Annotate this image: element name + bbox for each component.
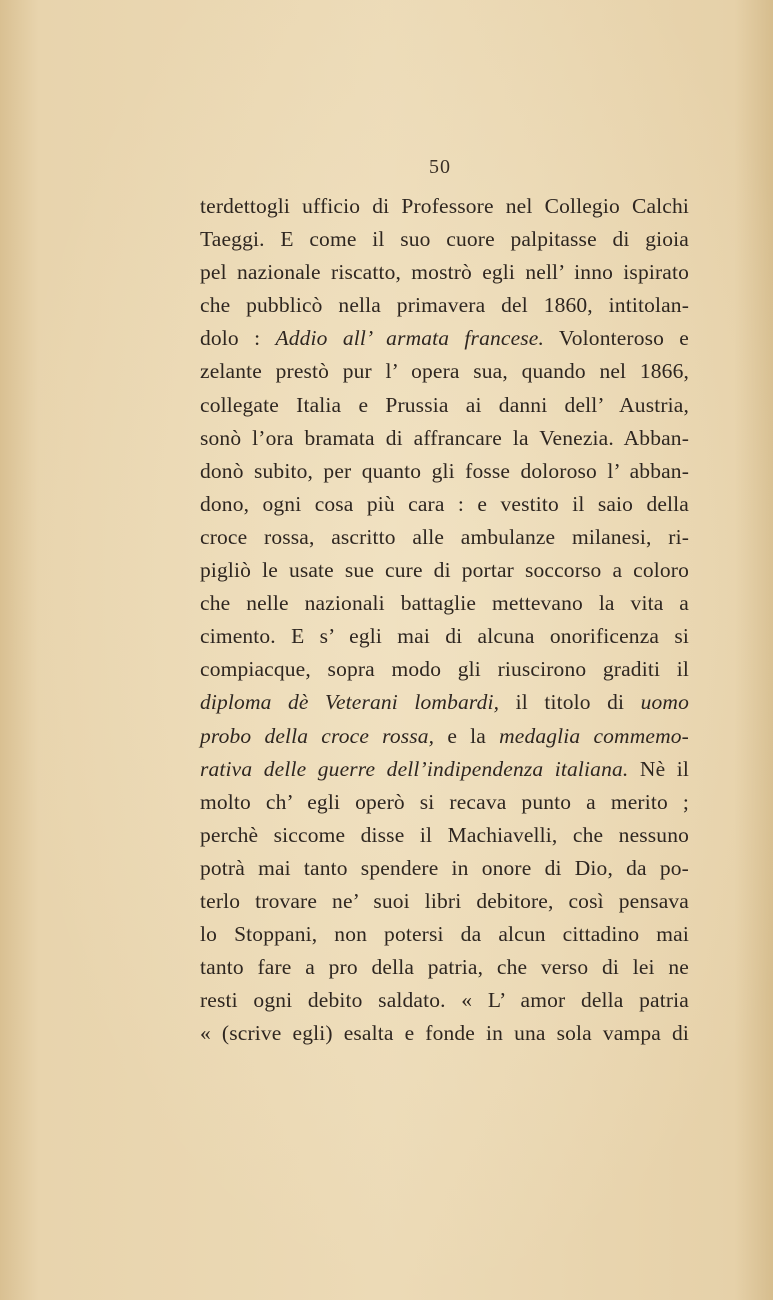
- text-line: [200, 587, 689, 620]
- text-line: [200, 422, 689, 455]
- text-segment: terlo trovare ne’ suoi libri debitore, così pensava: [200, 888, 689, 913]
- text-line: [200, 289, 689, 322]
- text-line: [200, 786, 689, 819]
- text-segment: croce rossa, ascritto alle ambulanze milanesi, ri-: [200, 524, 689, 549]
- italic-text: probo della croce rossa,: [200, 723, 435, 748]
- text-line: [200, 488, 689, 521]
- text-line: [200, 984, 689, 1017]
- text-segment: Nè il: [628, 756, 690, 781]
- text-segment: lo Stoppani, non potersi da alcun cittadino mai: [200, 922, 689, 947]
- text-line: [200, 223, 689, 256]
- text-line: [200, 455, 689, 488]
- text-segment: che pubblicò nella primavera del 1860, intitolan-: [200, 293, 689, 318]
- text-segment: perchè siccome disse il Machiavelli, che nessuno: [200, 822, 689, 847]
- text-line: [200, 322, 689, 355]
- text-segment: « (scrive egli) esalta e fonde in una sola vampa di: [200, 1021, 689, 1046]
- text-segment: il titolo di: [499, 690, 641, 715]
- text-segment: sonò l’ora bramata di affrancare la Venezia. Abban-: [200, 425, 689, 450]
- text-line: [200, 951, 689, 984]
- text-segment: Taeggi. E come il suo cuore palpitasse di gioia: [200, 227, 689, 252]
- text-line: [200, 190, 689, 223]
- text-segment: pigliò le usate sue cure di portar soccorso a coloro: [200, 558, 689, 583]
- text-segment: cimento. E s’ egli mai di alcuna onorificenza si: [200, 624, 689, 649]
- text-segment: pel nazionale riscatto, mostrò egli nell’ inno ispirato: [200, 260, 689, 285]
- text-segment: dono, ogni cosa più cara : e vestito il saio della: [200, 491, 689, 516]
- text-segment: donò subito, per quanto gli fosse doloroso l’ abban-: [200, 458, 689, 483]
- text-line: [200, 686, 689, 719]
- text-line: [200, 355, 689, 388]
- body-text: [200, 190, 689, 1050]
- italic-text: diploma dè Veterani lombardi,: [200, 690, 500, 715]
- text-segment: dolo :: [200, 326, 276, 351]
- page-number: 50: [429, 156, 451, 178]
- text-segment: e la: [434, 723, 500, 748]
- text-line: [200, 653, 689, 686]
- text-line: [200, 521, 689, 554]
- text-line: [200, 852, 689, 885]
- italic-text: uomo: [640, 690, 689, 715]
- text-segment: tanto fare a pro della patria, che verso di lei ne: [200, 955, 689, 980]
- text-line: [200, 389, 689, 422]
- text-line: [200, 554, 689, 587]
- text-line: [200, 819, 689, 852]
- text-segment: collegate Italia e Prussia ai danni dell’ Austria,: [200, 392, 689, 417]
- text-line: [200, 885, 689, 918]
- text-segment: molto ch’ egli operò si recava punto a merito ;: [200, 789, 689, 814]
- text-line: [200, 918, 689, 951]
- text-segment: che nelle nazionali battaglie mettevano la vita a: [200, 591, 689, 616]
- text-segment: resti ogni debito saldato. « L’ amor della patria: [200, 988, 689, 1013]
- text-segment: potrà mai tanto spendere in onore di Dio, da po-: [200, 855, 689, 880]
- text-line: [200, 256, 689, 289]
- text-segment: zelante prestò pur l’ opera sua, quando nel 1866,: [200, 359, 689, 384]
- italic-text: medaglia commemo-: [499, 723, 689, 748]
- italic-text: Addio all’ armata francese.: [275, 326, 544, 351]
- italic-text: rativa delle guerre dell’indipendenza italiana.: [200, 756, 629, 781]
- text-segment: compiacque, sopra modo gli riuscirono graditi il: [200, 657, 689, 682]
- text-line: [200, 620, 689, 653]
- text-line: [200, 1017, 689, 1050]
- text-line: [200, 753, 689, 786]
- text-segment: Volonteroso e: [544, 326, 689, 351]
- text-line: [200, 720, 689, 753]
- text-segment: terdettogli ufficio di Professore nel Collegio Calchi: [200, 194, 689, 218]
